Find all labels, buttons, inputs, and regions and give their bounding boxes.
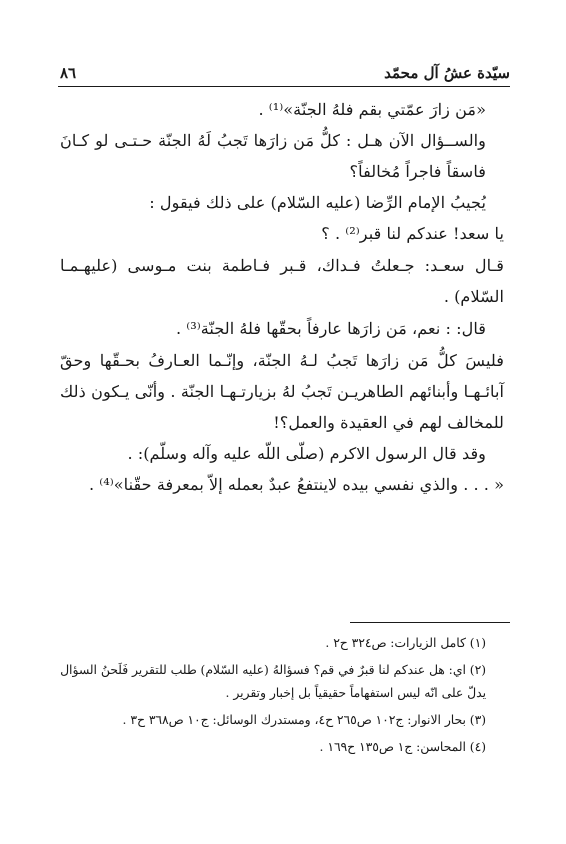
imam-reply: قال: : نعم، مَن زارَها عارفاً بحقّها فلهُ الجنّة⁽³⁾ .	[176, 319, 486, 338]
footnote-2-continuation: يدلّ على انّه ليس استفهاماً حقيقياً بل إخبار وتقرير .	[225, 686, 486, 700]
footnote-divider	[350, 622, 510, 623]
main-text	[60, 94, 504, 500]
footnote-4: (٤) المحاسن: ج١ ص١٣٥ ح١٦٩ .	[319, 740, 486, 754]
question-paragraph: والســؤال الآن هـل : كلُّ مَن زارَها تَجبُ لَهُ الجنّة حـتـى لو كـانَ فاسقاً فاجراً مُخالفاً؟	[60, 131, 486, 181]
imam-question: يا سعد! عندكم لنا قبر⁽²⁾ . ؟	[321, 224, 504, 243]
page-number: ٨٦	[60, 64, 77, 82]
imam-answer-intro: يُجيبُ الإمام الرِّضا (عليه السّلام) على ذلك فيقول :	[149, 193, 486, 212]
footnote-2: (٢) اي: هل عندكم لنا قبرٌ في قم؟ فسؤالهُ (عليه السّلام) طلب للتقرير فَلَحنُ السؤال	[60, 663, 486, 677]
footnote-1: (١) كامل الزيارات: ص٣٢٤ ح٢ .	[325, 636, 486, 650]
running-title: سيّدة عشُ آل محمّد	[384, 64, 510, 82]
footnotes	[58, 632, 504, 763]
commentary-paragraph: فليسَ كلُّ مَن زارَها تَجبُ لـهُ الجنّة، وإنّـما العـارفُ بحـقّها وحقّ آبائـهـا وأبنائهم الطاهريـن تَجبُ لهُ بزيارتـهـا الجنّة . وأنّى يـكون ذلك للمخالف لهم في العقيدة والعمل؟!	[60, 351, 504, 432]
saad-reply: قـال سعـد: جـعلتُ فـداك، قـبر فـاطمة بنت مـوسى (عليهـمـا السّلام) .	[60, 256, 504, 306]
footnote-3: (٣) بحار الانوار: ج١٠٢ ص٢٦٥ ح٤، ومستدرك الوسائل: ج١٠ ص٣٦٨ ح٣ .	[122, 713, 486, 727]
hadith-quote: «مَن زارَ عمّتي بقم فلهُ الجنّة»⁽¹⁾ .	[258, 100, 486, 119]
prophet-saying-intro: وقد قال الرسول الاكرم (صلّى اللّه عليه وآله وسلّم): .	[127, 444, 486, 463]
prophet-hadith: « . . . والذي نفسي بيده لاينتفعُ عبدٌ بعمله إلاّ بمعرفة حقّنا»⁽⁴⁾ .	[89, 475, 504, 494]
page-header	[58, 62, 510, 87]
